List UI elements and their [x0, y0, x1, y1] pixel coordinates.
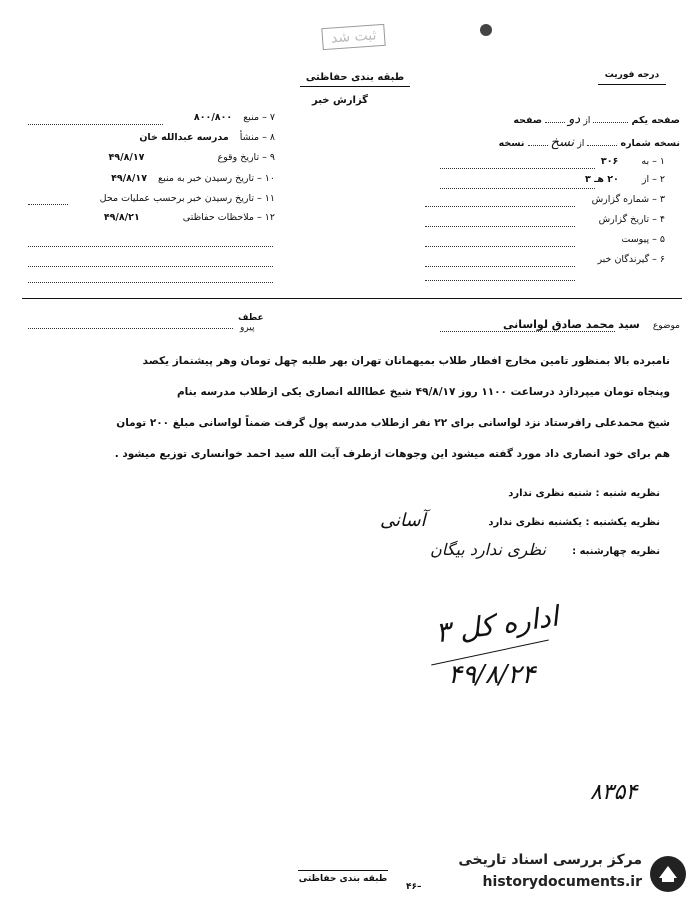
watermark-url: historydocuments.ir	[482, 874, 642, 890]
occurrence-date-value: ۴۹/۸/۱۷	[108, 152, 145, 163]
body-line: وپنجاه تومان میپردازد درساعت ۱۱۰۰ روز ۴۹/۸/۱۷ شیخ عطاالله انصاری یکی ازطلاب مدرسه بنام	[176, 386, 670, 398]
page-of-pages-row	[400, 112, 680, 127]
peyro-label: پیرو	[240, 323, 255, 333]
opinion-sunday-signature: آسانی	[380, 510, 426, 531]
page-end: صفحه	[513, 115, 543, 126]
classification-top: طبقه بندی حفاظتی	[305, 72, 405, 83]
source-row	[20, 112, 275, 123]
to-label: ۱ – به	[641, 156, 665, 167]
report-body	[30, 346, 670, 470]
body-line: هم برای خود انصاری داد مورد گفته میشود این وجوهات ازطرف آیت الله سید احمد خوانساری توزیع میشود .	[114, 448, 670, 460]
origin-value: مدرسه عبدالله خان	[139, 132, 229, 143]
from-value: ۲۰ هـ ۳	[584, 174, 619, 185]
subject-row	[440, 318, 680, 331]
from-label: ۲ – از	[641, 174, 665, 185]
received-date-row	[20, 173, 275, 184]
report-number-row	[400, 194, 665, 205]
security-notes-label: ۱۲ – ملاحظات حفاظتی	[182, 212, 275, 223]
operation-date-row	[20, 193, 275, 204]
origin-row	[20, 132, 275, 143]
recipients-label: ۶ – گیرندگان خبر	[597, 254, 665, 265]
handwritten-date: ۴۹/۸/۲۴	[448, 660, 536, 690]
watermark	[430, 848, 690, 900]
atf-label: عطف	[238, 313, 264, 323]
received-date-value: ۴۹/۸/۱۷	[111, 173, 147, 184]
opinion-wednesday: نظریه چهارشنبه :	[572, 546, 660, 557]
security-notes-row	[20, 212, 275, 223]
body-line: نامبرده بالا بمنظور تامین مخارج افطار طلاب بمیهمانان تهران بهر طلبه چهل تومان وهر پیشنماز یکصد	[142, 355, 670, 367]
recipients-row	[400, 254, 665, 265]
page-label: صفحه یکم	[631, 115, 680, 126]
from-row	[400, 174, 665, 185]
priority-label: درجه فوریت	[604, 70, 660, 80]
page-count: دو	[568, 112, 581, 127]
archive-logo-icon	[650, 856, 686, 892]
handwritten-department: اداره کل ۳	[433, 599, 561, 650]
subject-label: موضوع	[652, 321, 680, 331]
attachment-row	[400, 234, 665, 245]
occurrence-date-row	[20, 152, 275, 163]
to-row	[400, 156, 665, 167]
copy-count: نسخ	[550, 135, 575, 150]
pin-icon	[480, 24, 492, 36]
report-date-label: ۴ – تاریخ گزارش	[598, 214, 665, 225]
copy-of: از	[577, 138, 585, 149]
page-title: گزارش خبر	[311, 95, 368, 106]
source-label: ۷ – منبع	[243, 112, 275, 123]
opinion-wednesday-handwritten: نظری ندارد بیگان	[430, 540, 546, 559]
received-stamp: ثبت شد	[321, 24, 386, 50]
copy-end: نسخه	[498, 138, 525, 149]
subject-value: سید محمد صادق لواسانی	[502, 318, 640, 331]
body-line: شیخ محمدعلی رافرستاد نزد لواسانی برای ۲۲ نفر ازطلاب مدرسه پول گرفت ضمناً لواسانی مبلغ ۲۰۰ تومان	[116, 417, 670, 429]
opinion-sunday: نظریه یکشنبه : یکشنبه نظری ندارد	[488, 517, 660, 528]
copy-label: نسخه شماره	[620, 138, 680, 149]
to-value: ۳۰۶	[600, 156, 619, 167]
watermark-title: مرکز بررسی اسناد تاریخی	[458, 852, 642, 868]
form-code: ۴۶–	[406, 882, 422, 892]
operation-date-label: ۱۱ – تاریخ رسیدن خبر برحسب عملیات محل	[99, 193, 275, 204]
origin-label: ۸ – منشأ	[239, 132, 275, 143]
classification-bottom: طبقه بندی حفاظتی	[298, 874, 388, 884]
received-date-label: ۱۰ – تاریخ رسیدن خبر به منبع	[158, 173, 275, 184]
copy-number-row	[400, 135, 680, 150]
security-notes-value: ۴۹/۸/۲۱	[103, 212, 140, 223]
page-of: از	[583, 115, 591, 126]
occurrence-date-label: ۹ – تاریخ وقوع	[217, 152, 275, 163]
opinion-saturday: نظریه شنبه : شنبه نظری ندارد	[508, 488, 660, 499]
source-value: ۸۰۰/۸۰۰	[193, 112, 233, 123]
handwritten-number: ۸۳۵۴	[590, 780, 638, 805]
report-date-row	[400, 214, 665, 225]
report-number-label: ۳ – شماره گزارش	[591, 194, 665, 205]
attachment-label: ۵ – پیوست	[621, 234, 665, 245]
